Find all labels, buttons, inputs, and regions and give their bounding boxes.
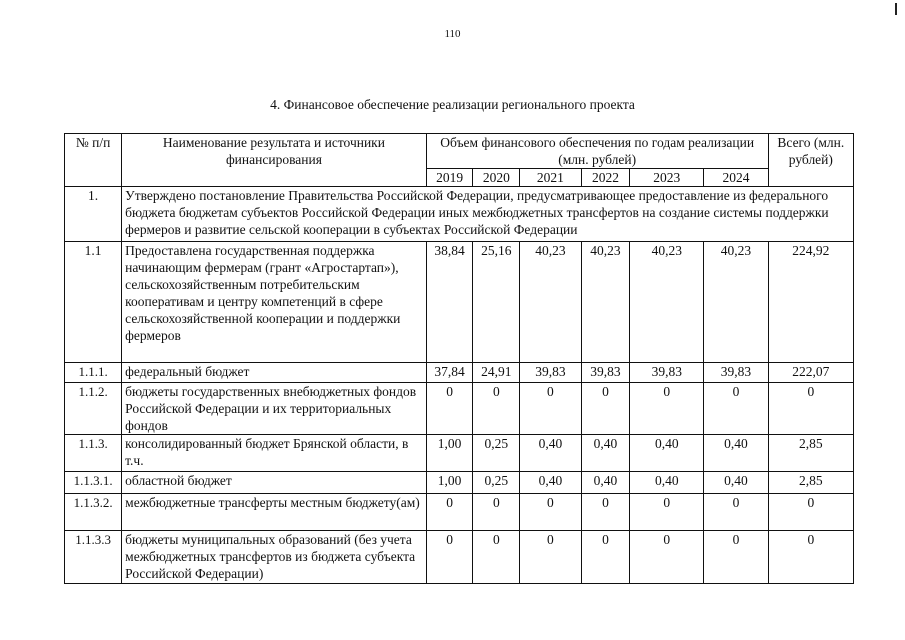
row-value-2022: 0 [581,383,630,435]
row-value-2019: 0 [426,531,473,584]
table-row [65,383,854,435]
row-num: 1.1.3.2. [65,494,122,531]
row-value-2019: 37,84 [426,363,473,383]
row-value-2020: 0,25 [473,472,520,494]
row-num: 1.1.2. [65,383,122,435]
header-total: Всего (млн. рублей) [768,134,853,187]
row-value-2024: 0,40 [704,435,769,472]
header-year: 2019 [426,169,473,187]
row-value-2023: 0 [630,383,704,435]
row-value-2024: 39,83 [704,363,769,383]
row-name: федеральный бюджет [122,363,427,383]
row-value-2022: 0,40 [581,472,630,494]
row-num: 1.1.3.3 [65,531,122,584]
header-year: 2023 [630,169,704,187]
row-value-2020: 0 [473,494,520,531]
row-num: 1.1.3.1. [65,472,122,494]
row-value-2021: 0 [520,494,581,531]
row-name: консолидированный бюджет Брянской области, в т.ч. [122,435,427,472]
row-value-2022: 0 [581,531,630,584]
row-value-2020: 0,25 [473,435,520,472]
header-year: 2022 [581,169,630,187]
section-title: 4. Финансовое обеспечение реализации регионального проекта [270,97,635,112]
row-num: 1.1.3. [65,435,122,472]
row-value-2023: 39,83 [630,363,704,383]
row-value-2024: 0 [704,383,769,435]
row-name: бюджеты государственных внебюджетных фондов Российской Федерации и их территориальных фондов [122,383,427,435]
row-value-2020: 0 [473,531,520,584]
scan-edge-mark [895,3,897,15]
row-num: 1. [65,187,122,242]
header-year: 2021 [520,169,581,187]
row-value-2024: 0,40 [704,472,769,494]
header-num: № п/п [65,134,122,187]
row-value-2024: 40,23 [704,242,769,363]
row-value-2023: 0 [630,494,704,531]
row-value-2021: 0 [520,383,581,435]
header-name: Наименование результата и источники финансирования [122,134,427,187]
row-value-2021: 39,83 [520,363,581,383]
row-value-2022: 39,83 [581,363,630,383]
row-name: бюджеты муниципальных образований (без учета межбюджетных трансфертов из бюджета субъекта Российской Федерации) [122,531,427,584]
row-num: 1.1.1. [65,363,122,383]
section-row [65,187,854,242]
header-volume: Объем финансового обеспечения по годам реализации (млн. рублей) [426,134,768,169]
table-row [65,472,854,494]
row-total: 224,92 [768,242,853,363]
row-value-2019: 0 [426,494,473,531]
table-row [65,494,854,531]
table-row [65,242,854,363]
row-value-2019: 0 [426,383,473,435]
row-value-2020: 24,91 [473,363,520,383]
table-row [65,363,854,383]
row-value-2022: 0 [581,494,630,531]
row-value-2022: 40,23 [581,242,630,363]
section-text: Утверждено постановление Правительства Российской Федерации, предусматривающее предоставление из федерального бюджета бюджетам субъектов Российской Федерации иных межбюджетных трансфертов на создание системы поддержки фермеров и развитие сельской кооперации в субъектах Российской Федерации [122,187,854,242]
row-value-2023: 40,23 [630,242,704,363]
row-value-2019: 1,00 [426,472,473,494]
row-value-2024: 0 [704,531,769,584]
header-year: 2024 [704,169,769,187]
row-num: 1.1 [65,242,122,363]
row-value-2019: 38,84 [426,242,473,363]
row-total: 0 [768,383,853,435]
row-total: 2,85 [768,472,853,494]
row-value-2021: 0,40 [520,472,581,494]
row-name: межбюджетные трансферты местным бюджету(ам) [122,494,427,531]
row-value-2021: 40,23 [520,242,581,363]
page-number: 110 [444,28,461,40]
row-value-2020: 25,16 [473,242,520,363]
row-value-2021: 0 [520,531,581,584]
table-row [65,435,854,472]
row-value-2020: 0 [473,383,520,435]
row-value-2023: 0,40 [630,435,704,472]
row-total: 0 [768,494,853,531]
row-value-2024: 0 [704,494,769,531]
row-total: 0 [768,531,853,584]
row-value-2022: 0,40 [581,435,630,472]
row-value-2019: 1,00 [426,435,473,472]
row-name: областной бюджет [122,472,427,494]
row-value-2023: 0 [630,531,704,584]
financing-table [64,133,854,584]
table-row [65,531,854,584]
row-value-2021: 0,40 [520,435,581,472]
row-value-2023: 0,40 [630,472,704,494]
row-total: 222,07 [768,363,853,383]
row-total: 2,85 [768,435,853,472]
header-year: 2020 [473,169,520,187]
row-name: Предоставлена государственная поддержка начинающим фермерам (грант «Агростартап»), сельскохозяйственным потребительским кооперативам и центру компетенций в сфере сельскохозяйственной кооперации и поддержки фермеров [122,242,427,363]
